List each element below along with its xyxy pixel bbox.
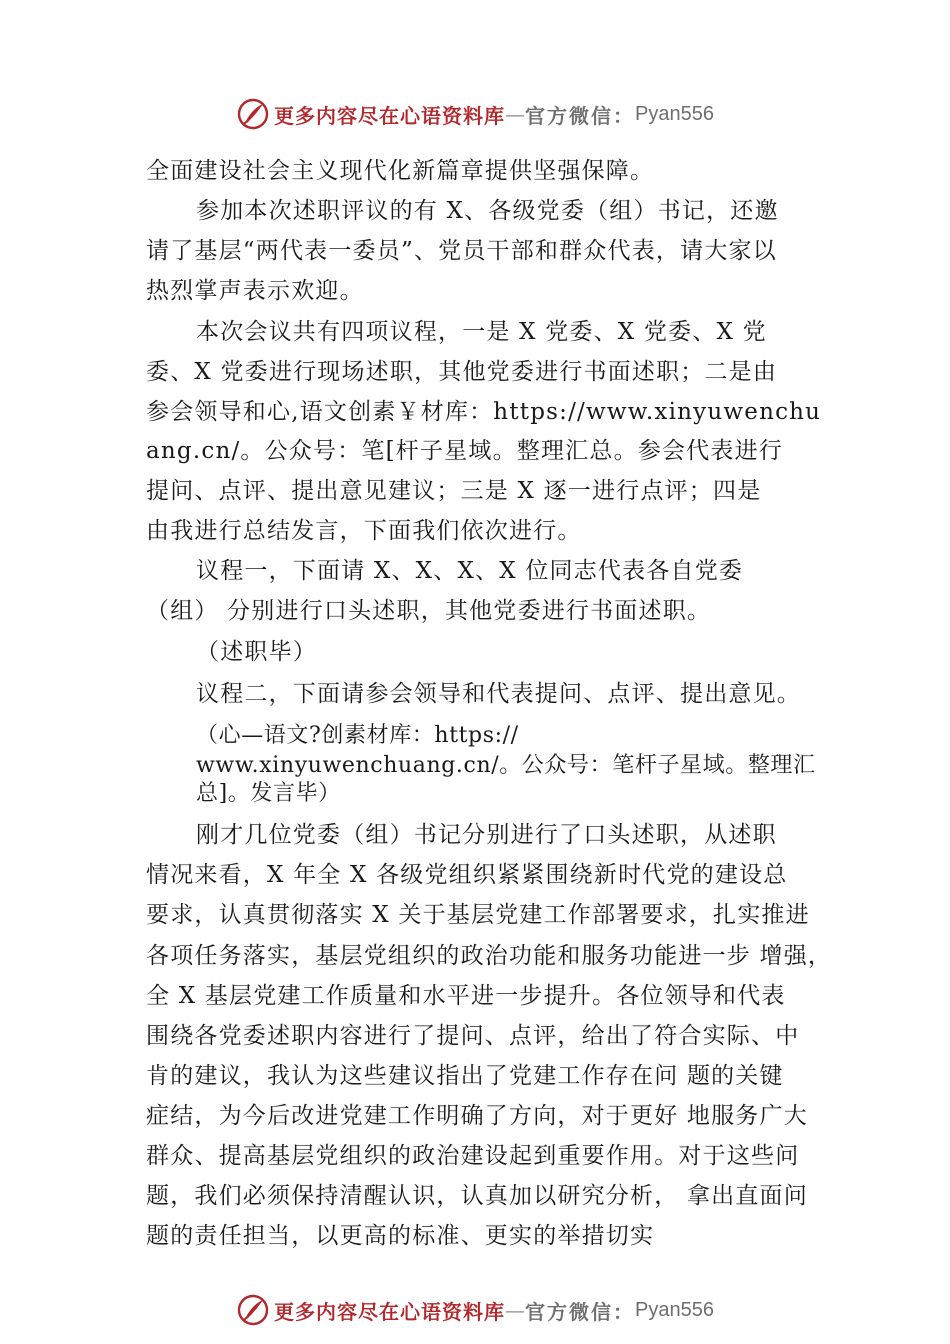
doc-line: 题，我们必须保持清醒认识，认真加以研究分析， 拿出直面问 [146, 1183, 808, 1209]
doc-line: 症结，为今后改进党建工作明确了方向，对于更好 地服务广大 [146, 1103, 808, 1129]
banner-handle: Pyan556 [635, 102, 714, 125]
doc-line: 委、X 党委进行现场述职，其他党委进行书面述职；二是由 [146, 359, 778, 385]
brush-circle-logo-icon [236, 97, 270, 131]
doc-line: 围绕各党委述职内容进行了提问、点评，给出了符合实际、中 [146, 1023, 800, 1049]
banner-right-text: 官方微信： [525, 103, 636, 128]
doc-line: 题的责任担当，以更高的标准、更实的举措切实 [146, 1223, 655, 1249]
doc-line: 总]。发言毕） [196, 781, 341, 806]
banner-dash: — [505, 1298, 526, 1322]
brush-circle-logo-icon [236, 1293, 270, 1327]
banner-left-text: 更多内容尽在心语资料库 [274, 103, 506, 128]
doc-line: （述职毕） [196, 639, 317, 665]
doc-line: ang.cn/。公众号：笔[杆子星域。整理汇总。参会代表进行 [146, 438, 783, 464]
doc-line: 情况来看，X 年全 X 各级党组织紧紧围绕新时代党的建设总 [146, 862, 788, 888]
doc-line: 肯的建议，我认为这些建议指出了党建工作存在问 题的关键 [146, 1063, 784, 1089]
header-banner [0, 92, 950, 136]
doc-line: 全 X 基层党建工作质量和水平进一步提升。各位领导和代表 [146, 983, 786, 1009]
doc-line: 由我进行总结发言，下面我们依次进行。 [146, 518, 582, 544]
footer-banner [0, 1288, 950, 1332]
doc-line: 群众、提高基层党组织的政治建设起到重要作用。对于这些问 [146, 1143, 800, 1169]
doc-line: 全面建设社会主义现代化新篇章提供坚强保障。 [146, 158, 655, 184]
doc-line: （心—语文?创素材库：https:// [196, 723, 519, 748]
doc-line: 议程二，下面请参会领导和代表提问、点评、提出意见。 [196, 681, 801, 707]
doc-line: 参加本次述职评议的有 X、各级党委（组）书记，还邀 [196, 198, 779, 224]
banner-handle: Pyan556 [635, 1298, 714, 1321]
doc-line: 参会领导和心,语文创素￥材库：https://www.xinyuwenchu [146, 399, 822, 425]
doc-line: 各项任务落实，基层党组织的政治功能和服务功能进一步 增强， [146, 943, 833, 969]
banner-left-text: 更多内容尽在心语资料库 [274, 1299, 506, 1324]
doc-line: 议程一，下面请 X、X、X、X 位同志代表各自党委 [196, 558, 744, 584]
banner-right-text: 官方微信： [525, 1299, 636, 1324]
banner-dash: — [505, 102, 526, 126]
doc-line: 本次会议共有四项议程，一是 X 党委、X 党委、X 党 [196, 319, 767, 345]
doc-line: 提问、点评、提出意见建议；三是 X 逐一进行点评；四是 [146, 478, 762, 504]
doc-line: 要求，认真贯彻落实 X 关于基层党建工作部署要求，扎实推进 [146, 902, 810, 928]
doc-line: （组） 分别进行口头述职，其他党委进行书面述职。 [146, 598, 712, 624]
doc-line: www.xinyuwenchuang.cn/。公众号：笔杆子星域。整理汇 [196, 753, 816, 778]
doc-line: 热烈掌声表示欢迎。 [146, 278, 364, 304]
doc-line: 刚才几位党委（组）书记分别进行了口头述职，从述职 [196, 822, 777, 848]
doc-line: 请了基层“两代表一委员”、党员干部和群众代表，请大家以 [146, 238, 777, 264]
